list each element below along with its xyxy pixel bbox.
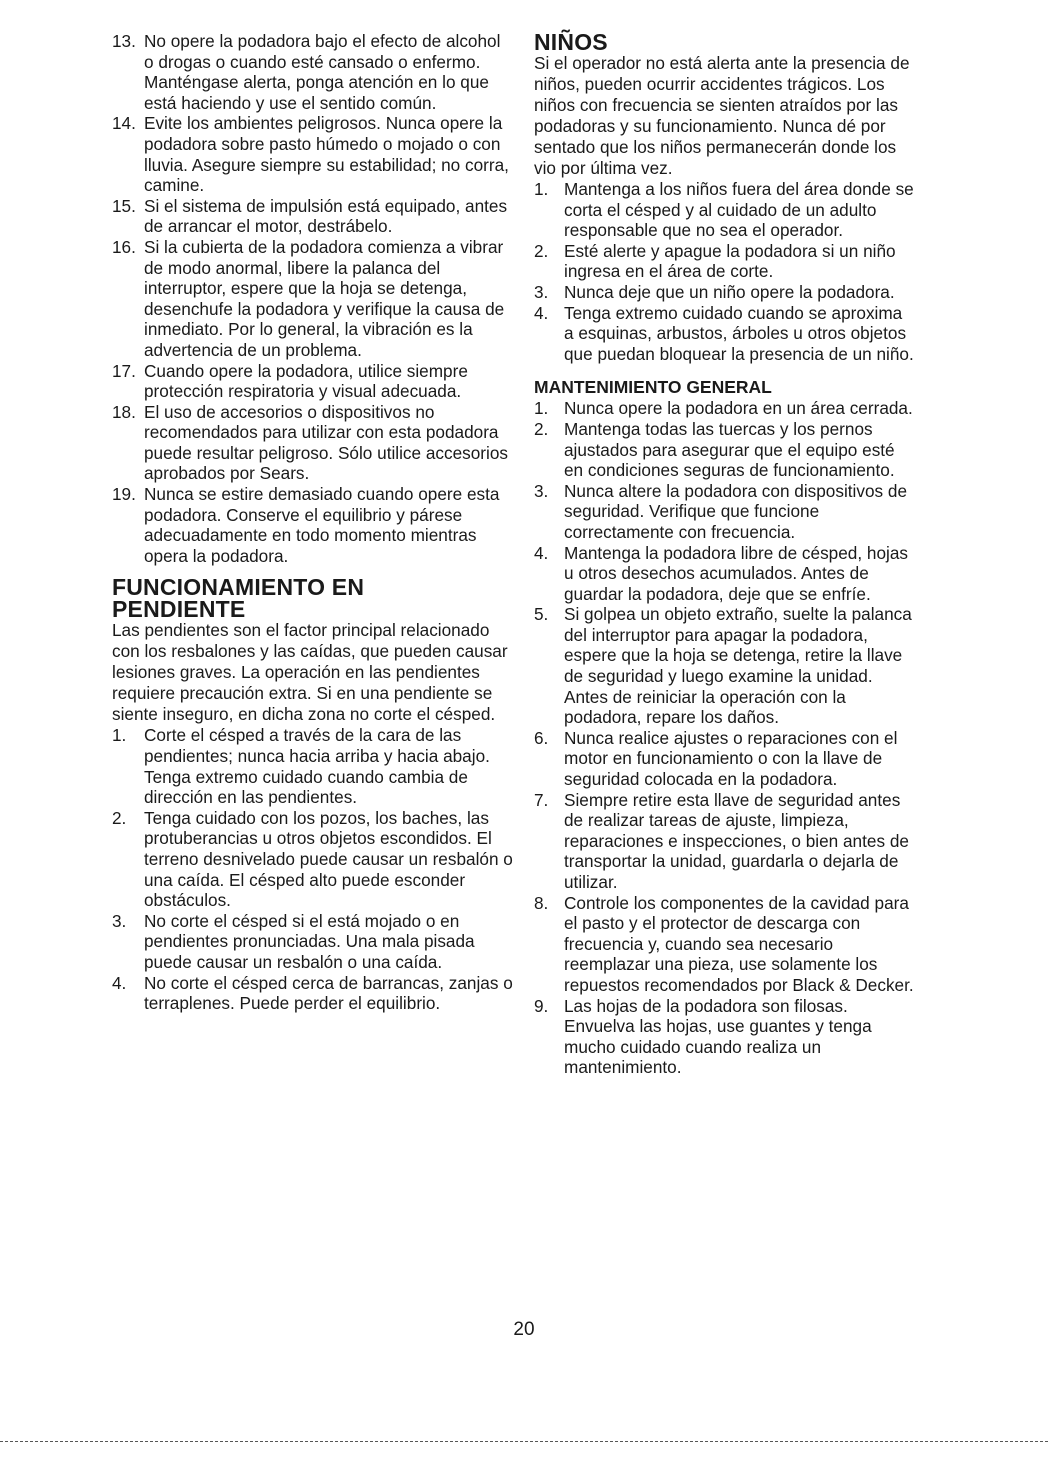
list-item-number: 1.: [534, 398, 549, 419]
list-item-number: 16.: [112, 236, 136, 257]
list-item: [112, 361, 514, 402]
list-item-text: Si golpea un objeto extraño, suelte la palanca del interruptor para apagar la podadora, espere que la hoja se detenga, retire la llave de seguridad y luego examine la unidad. Antes de reiniciar la operación con la podadora, repare los daños.: [564, 604, 912, 728]
list-item-number: 5.: [534, 604, 549, 625]
list-item-text: Tenga extremo cuidado cuando se aproxima a esquinas, arbustos, árboles u otros objetos que puedan bloquear la presencia de un niño.: [564, 302, 914, 364]
list-item: [534, 398, 916, 419]
list-item: [112, 402, 514, 484]
left-column: [112, 31, 514, 1014]
list-item-text: Si la cubierta de la podadora comienza a vibrar de modo anormal, libere la palanca del interruptor, espere que la hoja se detenga, desenchufe la podadora y verifique la causa de inmediato. Por lo general, la vibración es la advertencia de un problema.: [144, 236, 505, 360]
list-item-number: 4.: [534, 302, 549, 323]
list-item: [534, 303, 916, 365]
list-item: [534, 282, 916, 303]
list-item-number: 2.: [112, 807, 127, 828]
list-item-text: Nunca deje que un niño opere la podadora.: [564, 281, 895, 302]
slope-heading: [112, 574, 514, 623]
list-item-number: 9.: [534, 995, 549, 1016]
list-item: [534, 241, 916, 282]
list-item: [534, 179, 916, 241]
slope-intro: Las pendientes son el factor principal relacionado con los resbalones y las caídas, que pueden causar lesiones graves. La operación en las pendientes requiere precaución extra. Si en una pendiente se siente inseguro, en dicha zona no corte el césped.: [112, 620, 508, 725]
list-item-text: Nunca realice ajustes o reparaciones con el motor en funcionamiento o con la llave de seguridad colocada en la podadora.: [564, 727, 898, 790]
list-item-text: Nunca se estire demasiado cuando opere esta podadora. Conserve el equilibrio y párese adecuadamente en todo momento mientras opera la podadora.: [144, 484, 500, 566]
list-item: [112, 973, 514, 1014]
list-item: [534, 790, 916, 893]
list-item-number: 17.: [112, 360, 136, 381]
list-item-text: Corte el césped a través de la cara de las pendientes; nunca hacia arriba y hacia abajo. Tenga extremo cuidado cuando cambia de dirección en las pendientes.: [144, 725, 490, 808]
list-item-text: Si el sistema de impulsión está equipado, antes de arrancar el motor, destrábelo.: [144, 195, 508, 237]
list-item-text: Controle los componentes de la cavidad para el pasto y el protector de descarga con frecuencia y, cuando sea necesario reemplazar una pieza, use solamente los repuestos recomendados por Black & Decker.: [564, 892, 914, 995]
list-item-text: Evite los ambientes peligrosos. Nunca opere la podadora sobre pasto húmedo o mojado o con lluvia. Asegure siempre su estabilidad; no corra, camine.: [144, 113, 509, 196]
list-item-number: 19.: [112, 484, 136, 505]
list-item-text: No corte el césped cerca de barrancas, zanjas o terraplenes. Puede perder el equilibrio.: [144, 972, 513, 1014]
list-item: [112, 196, 514, 237]
list-item-number: 8.: [534, 892, 549, 913]
list-item-text: Siempre retire esta llave de seguridad antes de realizar tareas de ajuste, limpieza, reparaciones e inspecciones, o bien antes de transportar la unidad, guardarla o dejarla de utilizar.: [564, 789, 909, 892]
list-item: [534, 996, 916, 1078]
list-item-text: Cuando opere la podadora, utilice siempre protección respiratoria y visual adecuada.: [144, 360, 468, 402]
safety-rules-list: [112, 31, 514, 566]
slope-heading-line1: FUNCIONAMIENTO EN: [112, 574, 365, 601]
list-item-number: 2.: [534, 418, 549, 439]
list-item-number: 6.: [534, 727, 549, 748]
list-item-number: 3.: [534, 281, 549, 302]
list-item-number: 7.: [534, 789, 549, 810]
children-intro: Si el operador no está alerta ante la presencia de niños, pueden ocurrir accidentes trágicos. Los niños con frecuencia se sienten atraídos por las podadoras y su funcionamiento. Nunca dé por sentado que los niños permanecerán donde los vio por última vez.: [534, 53, 910, 178]
list-item: [534, 604, 916, 728]
children-rules-list: [534, 179, 916, 364]
list-item: [112, 725, 514, 807]
list-item-text: Las hojas de la podadora son filosas. Envuelva las hojas, use guantes y tenga mucho cuidado cuando realiza un mantenimiento.: [564, 995, 872, 1078]
list-item: [534, 543, 916, 605]
list-item: [112, 911, 514, 973]
list-item-text: Nunca altere la podadora con dispositivos de seguridad. Verifique que funcione correctamente con frecuencia.: [564, 480, 908, 542]
list-item: [534, 419, 916, 481]
list-item: [112, 808, 514, 911]
list-item-text: Mantenga todas las tuercas y los pernos ajustados para asegurar que el equipo esté en condiciones seguras de funcionamiento.: [564, 418, 895, 481]
list-item-number: 2.: [534, 240, 549, 261]
list-item-text: Mantenga a los niños fuera del área donde se corta el césped y al cuidado de un adulto responsable que no sea el operador.: [564, 179, 914, 241]
list-item-text: No corte el césped si el está mojado o en pendientes pronunciadas. Una mala pisada puede causar un resbalón o una caída.: [144, 910, 475, 972]
page-number: 20: [513, 1319, 535, 1340]
list-item-number: 13.: [112, 31, 136, 51]
slope-heading-line2: PENDIENTE: [112, 596, 246, 623]
bottom-divider: [0, 1441, 1048, 1442]
list-item-text: No opere la podadora bajo el efecto de alcohol o drogas o cuando esté cansado o enfermo. Manténgase alerta, ponga atención en lo que está haciendo y use el sentido común.: [144, 31, 501, 113]
maintenance-heading: MANTENIMIENTO GENERAL: [534, 377, 772, 398]
list-item: [534, 481, 916, 543]
list-item-number: 15.: [112, 195, 136, 216]
maintenance-rules-list: [534, 398, 916, 1078]
list-item-text: Nunca opere la podadora en un área cerrada.: [564, 398, 913, 419]
list-item-number: 1.: [112, 725, 127, 746]
children-heading: NIÑOS: [534, 29, 608, 55]
list-item-number: 18.: [112, 401, 136, 422]
list-item-number: 3.: [534, 480, 549, 501]
right-column: [534, 31, 916, 1078]
list-item: [534, 728, 916, 790]
list-item-number: 4.: [534, 542, 549, 563]
list-item: [112, 31, 514, 113]
list-item-text: El uso de accesorios o dispositivos no recomendados para utilizar con esta podadora puede resultar peligroso. Sólo utilice accesorios aprobados por Sears.: [144, 401, 509, 484]
list-item-number: 4.: [112, 972, 127, 993]
list-item-text: Mantenga la podadora libre de césped, hojas u otros desechos acumulados. Antes de guardar la podadora, deje que se enfríe.: [564, 542, 908, 604]
slope-rules-list: [112, 725, 514, 1013]
list-item: [534, 893, 916, 996]
list-item: [112, 113, 514, 195]
list-item-number: 3.: [112, 910, 127, 931]
list-item-text: Tenga cuidado con los pozos, los baches, las protuberancias u otros objetos escondidos. El terreno desnivelado puede causar un resbalón o una caída. El césped alto puede esconder obstáculos.: [144, 807, 513, 911]
list-item: [112, 237, 514, 361]
list-item-text: Esté alerte y apague la podadora si un niño ingresa en el área de corte.: [564, 240, 896, 282]
list-item-number: 1.: [534, 179, 549, 199]
list-item: [112, 484, 514, 566]
list-item-number: 14.: [112, 113, 136, 134]
